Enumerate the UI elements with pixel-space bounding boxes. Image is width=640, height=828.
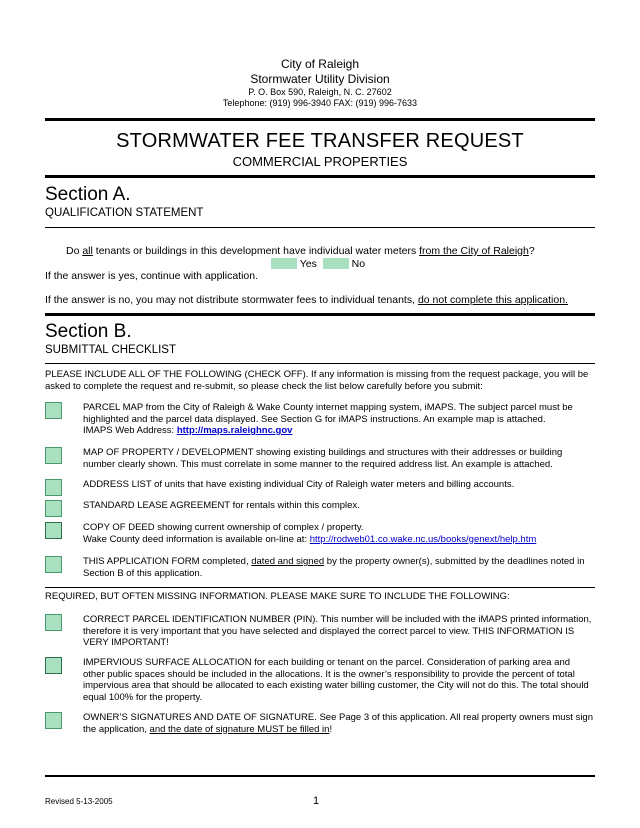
- divider: [45, 313, 595, 316]
- checkbox-deed[interactable]: [45, 522, 62, 539]
- checkbox-pin[interactable]: [45, 614, 62, 631]
- section-a-heading: Section A.: [45, 184, 131, 205]
- section-a-subheading: QUALIFICATION STATEMENT: [45, 207, 204, 219]
- divider: [45, 363, 595, 364]
- checklist-intro: PLEASE INCLUDE ALL OF THE FOLLOWING (CHECK OFF). If any information is missing from the request package, you will be asked to complete the request and re-submit, so please check the list below carefully before you submit:: [45, 369, 589, 392]
- answer-row: [271, 258, 365, 271]
- revised-date: Revised 5-13-2005: [45, 797, 113, 806]
- checklist-item-property-map: MAP OF PROPERTY / DEVELOPMENT showing existing buildings and structures with their addresses or building number clearly shown. This must correlate in some manner to the required address list. An example is attached.: [83, 447, 563, 470]
- checklist-item-lease-agreement: STANDARD LEASE AGREEMENT for rentals within this complex.: [83, 500, 360, 511]
- checkbox-application-form[interactable]: [45, 556, 62, 573]
- deed-link[interactable]: http://rodweb01.co.wake.nc.us/books/genext/help.htm: [309, 533, 537, 545]
- required-item-impervious: IMPERVIOUS SURFACE ALLOCATION for each building or tenant on the parcel. Consideration of parking area and other public spaces should be included in the allocations. It is the owner’s responsibility to provide the percent of total impervious area that should be allocated to each existing water billing customer, the City will not do this. The total should equal 100% for the property.: [83, 657, 589, 703]
- required-item-signatures: OWNER’S SIGNATURES AND DATE OF SIGNATURE. See Page 3 of this application. All real property owners must sign the application, and the date of signature MUST be filled in!: [83, 712, 594, 735]
- divider: [45, 227, 595, 228]
- checkbox-parcel-map[interactable]: [45, 402, 62, 419]
- header-division: Stormwater Utility Division: [250, 72, 390, 86]
- checklist-item-deed: COPY OF DEED showing current ownership of complex / property. Wake County deed information is available on-line at: http://rodweb01.co.wake.nc.us/books/genext/help.htm: [83, 522, 537, 545]
- yes-blank[interactable]: [271, 258, 297, 269]
- checkbox-property-map[interactable]: [45, 447, 62, 464]
- qualification-question: Do all tenants or buildings in this development have individual water meters from the City of Raleigh?: [66, 245, 535, 257]
- required-heading: REQUIRED, BUT OFTEN MISSING INFORMATION. PLEASE MAKE SURE TO INCLUDE THE FOLLOWING:: [45, 591, 510, 602]
- checklist-item-application-form: THIS APPLICATION FORM completed, dated and signed by the property owner(s), submitted by the deadlines noted in Section B of this application.: [83, 556, 585, 579]
- divider: [45, 118, 595, 121]
- section-b-subheading: SUBMITTAL CHECKLIST: [45, 344, 176, 356]
- yes-label: Yes: [299, 258, 317, 270]
- header-phone: Telephone: (919) 996-3940 FAX: (919) 996-7633: [222, 98, 418, 108]
- footer-divider: [45, 775, 595, 777]
- page-number: 1: [313, 795, 320, 807]
- divider: [45, 175, 595, 178]
- page-subtitle: COMMERCIAL PROPERTIES: [232, 154, 408, 169]
- page-title: STORMWATER FEE TRANSFER REQUEST: [116, 130, 524, 152]
- checklist-item-address-list: ADDRESS LIST of units that have existing individual City of Raleigh water meters and billing accounts.: [83, 479, 515, 490]
- imaps-link[interactable]: http://maps.raleighnc.gov: [176, 425, 293, 436]
- checkbox-lease-agreement[interactable]: [45, 500, 62, 517]
- if-no-text: If the answer is no, you may not distribute stormwater fees to individual tenants, do not complete this application.: [45, 294, 568, 306]
- checkbox-impervious[interactable]: [45, 657, 62, 674]
- if-yes-text: If the answer is yes, continue with application.: [45, 270, 259, 282]
- checklist-item-parcel-map: PARCEL MAP from the City of Raleigh & Wake County internet mapping system, iMAPS. The subject parcel must be highlighted and the parcel data displayed. See Section G for iMAPS instructions. An example map is attached. IMAPS Web Address: http://maps.raleighnc.gov: [83, 402, 573, 436]
- checkbox-address-list[interactable]: [45, 479, 62, 496]
- no-label: No: [351, 258, 366, 270]
- header-city: City of Raleigh: [280, 57, 360, 71]
- section-b-heading: Section B.: [45, 321, 132, 342]
- header-address: P. O. Box 590, Raleigh, N. C. 27602: [248, 87, 392, 97]
- no-blank[interactable]: [323, 258, 349, 269]
- required-item-pin: CORRECT PARCEL IDENTIFICATION NUMBER (PIN). This number will be included with the iMAPS printed information, therefore it is very important that you have selected and displayed the correct parcel to view. THIS INFORMATION IS VERY IMPORTANT!: [83, 614, 592, 648]
- divider: [45, 587, 595, 588]
- checkbox-signatures[interactable]: [45, 712, 62, 729]
